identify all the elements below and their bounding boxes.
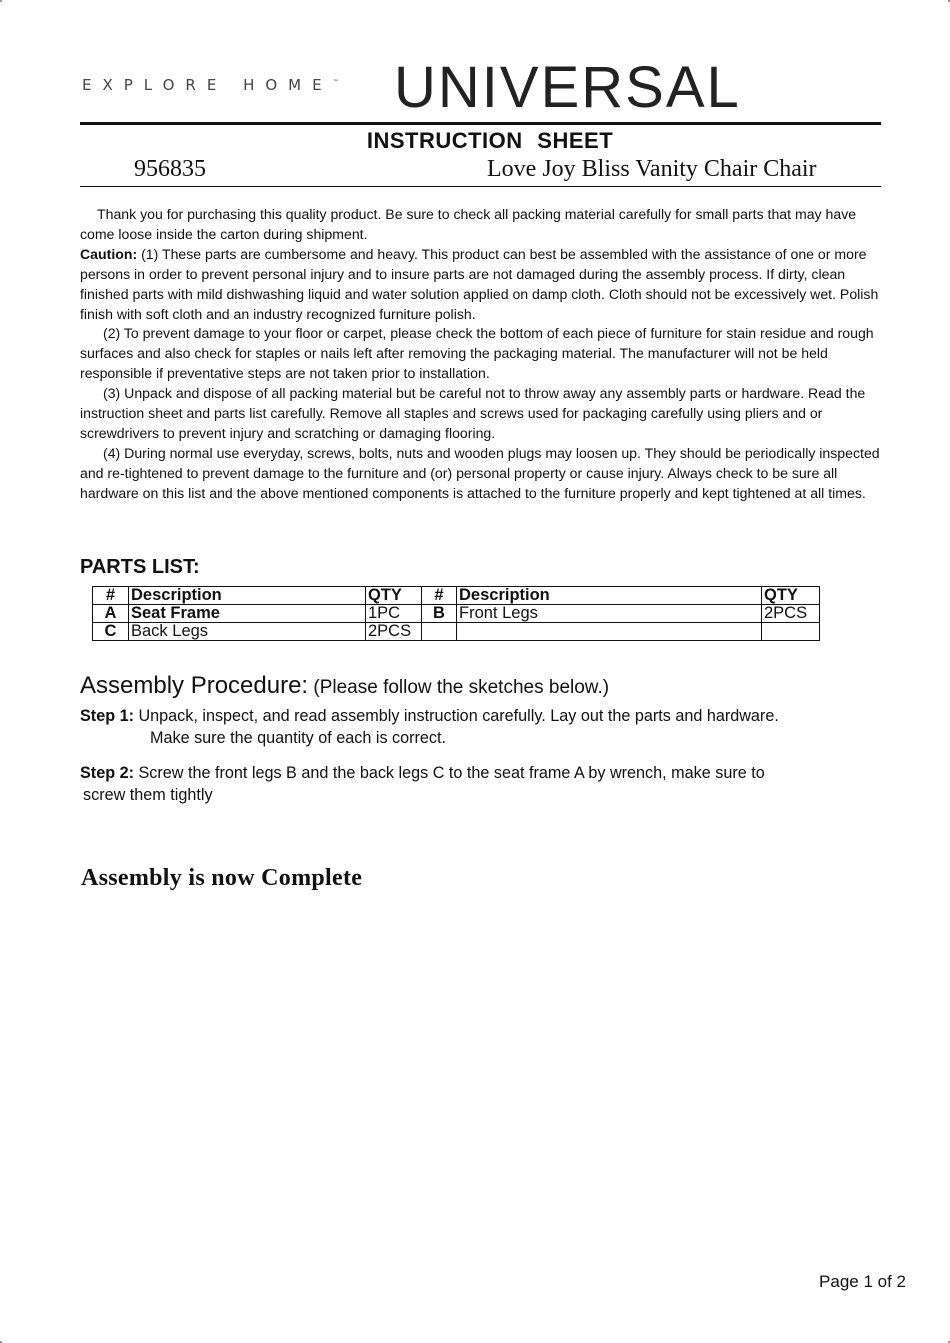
header-divider [80,122,881,125]
intro-text [80,205,880,504]
header-id: # [93,587,129,605]
step-1-line-1 [80,705,880,727]
thanks-paragraph: Thank you for purchasing this quality product. Be sure to check all packing material carefully for small parts that may have come loose inside the carton during shipment. [80,206,857,242]
step-2-line-1 [80,762,880,784]
title-divider [80,186,881,187]
brand-header [82,55,882,120]
part-qty: 2PCS [762,605,820,623]
part-qty: 1PC [366,605,422,623]
part-id [422,623,457,641]
step-1 [80,705,880,749]
part-qty [762,623,820,641]
step-2-line-2: screw them tightly [83,786,213,804]
page-number: Page 1 of 2 [819,1272,906,1291]
part-description: Back Legs [129,623,366,641]
caution-paragraph-2: (2) To prevent damage to your floor or carpet, please check the bottom of each piece of furniture for stain residue and rough surfaces and also check for staples or nails left after removing the packaging material. The manufacturer will not be held responsible if preventative steps are not taken prior to installation. [80,325,874,382]
brand-logo: UNIVERSAL [394,55,741,120]
assembly-title: Assembly Procedure: [80,672,309,699]
crop-mark-top-left [0,0,2,2]
parts-table [92,586,820,641]
header-qty: QTY [366,587,422,605]
part-id: A [93,605,129,623]
caution-1-text: (1) These parts are cumbersome and heavy. This product can best be assembled with the assistance of one or more persons in order to prevent personal injury and to insure parts are not damaged during the assembly process. If dirty, clean finished parts with mild dishwashing liquid and water solution applied on damp cloth. Cloth should not be excessively wet. Polish finish with soft cloth and an industry recognized furniture polish. [80,245,879,322]
step-1-text: Unpack, inspect, and read assembly instruction carefully. Lay out the parts and hardware. [133,707,779,725]
assembly-complete: Assembly is now Complete [81,865,363,891]
table-row [93,605,820,623]
sheet-title: INSTRUCTION SHEET [366,128,614,153]
part-qty: 2PCS [366,623,422,641]
caution-label: Caution: [80,245,138,262]
part-description: Seat Frame [129,605,366,623]
caution-paragraph-3: (3) Unpack and dispose of all packing material but be careful not to throw away any assembly parts or hardware. Read the instruction sheet and parts list carefully. Remove all staples and screws used for packaging carefully using pliers and or screwdrivers to prevent injury and scratching or damaging flooring. [80,385,866,441]
assembly-procedure-heading [80,672,609,700]
header-description-2: Description [457,587,762,605]
header-qty-2: QTY [762,587,820,605]
step-1-line-2: Make sure the quantity of each is correct. [150,729,447,747]
step-1-label: Step 1: [80,707,134,725]
parts-list-heading: PARTS LIST: [80,556,200,578]
table-row [93,623,820,641]
header-description: Description [129,587,366,605]
part-id: B [422,605,457,623]
header-id-2: # [422,587,457,605]
caution-paragraph-1 [80,245,880,325]
part-id: C [93,623,129,641]
product-sku: 956835 [134,156,206,182]
caution-paragraph-4: (4) During normal use everyday, screws, bolts, nuts and wooden plugs may loosen up. They should be periodically inspected and re-tightened to prevent damage to the furniture and (or) personal property or cause injury. Always check to be sure all hardware on this list and the above mentioned components is attached to the furniture properly and kept tightened at all times. [80,444,880,501]
step-2-label: Step 2: [80,764,134,782]
part-description [457,623,762,641]
table-header-row [93,587,820,605]
step-2-text: Screw the front legs B and the back legs C to the seat frame A by wrench, make sure to [133,764,765,782]
assembly-subtitle: (Please follow the sketches below.) [308,677,610,698]
part-description: Front Legs [457,605,762,623]
tagline-text: EXPLORE HOME [82,76,333,94]
product-name: Love Joy Bliss Vanity Chair Chair [487,156,817,182]
brand-tagline [82,76,339,94]
trademark-symbol: ™ [332,79,339,86]
step-2 [80,762,880,806]
